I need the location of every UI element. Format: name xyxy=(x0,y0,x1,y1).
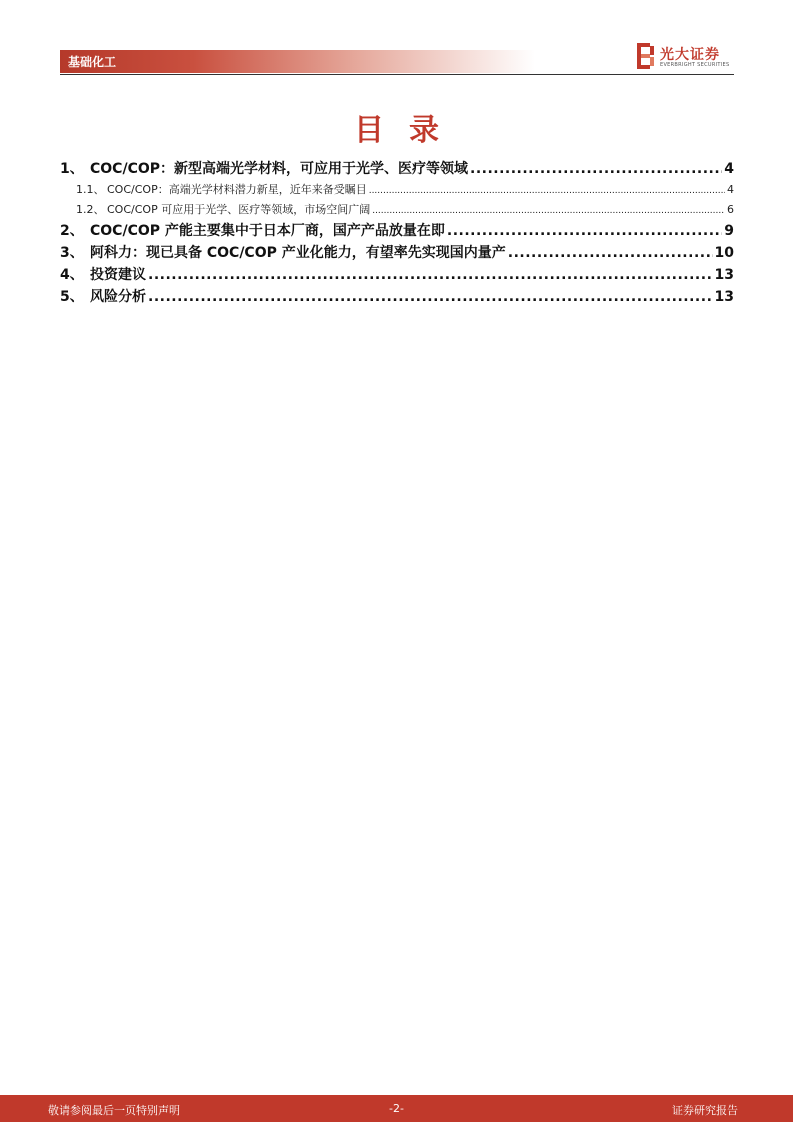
toc-title: 目录 xyxy=(354,113,464,148)
header-divider xyxy=(60,74,734,75)
toc-entry-number: 1、 xyxy=(60,161,84,177)
toc-entry-number: 1.2、 xyxy=(76,203,105,216)
toc-entry-text: COC/COP 产能主要集中于日本厂商，国产产品放量在即 xyxy=(90,223,445,239)
toc-entry-number: 4、 xyxy=(60,267,84,283)
toc-leader-dots xyxy=(148,289,713,305)
footer-page-number: -2- xyxy=(389,1102,404,1115)
page-footer xyxy=(0,1095,793,1122)
toc-entry-number: 3、 xyxy=(60,245,84,261)
toc-leader-dots xyxy=(369,186,725,196)
toc-entry-text: 风险分析 xyxy=(90,289,146,305)
header-section-band xyxy=(60,50,535,73)
toc-entry-page: 6 xyxy=(727,203,734,216)
toc-entry-text: 阿科力：现已具备 COC/COP 产业化能力，有望率先实现国内量产 xyxy=(90,245,506,261)
toc-entry-page: 13 xyxy=(714,267,734,283)
toc-entry-number: 5、 xyxy=(60,289,84,305)
toc-entry-page: 13 xyxy=(714,289,734,305)
brand-logo xyxy=(636,42,736,72)
toc-entry-page: 10 xyxy=(714,245,734,261)
toc-entry-number: 1.1、 xyxy=(76,183,105,196)
toc-entry-3[interactable] xyxy=(60,242,734,262)
toc-leader-dots xyxy=(372,206,725,216)
logo-en-text: EVERBRIGHT SECURITIES xyxy=(660,62,730,68)
toc-entry-1[interactable] xyxy=(60,158,734,178)
footer-disclaimer: 敬请参阅最后一页特别声明 xyxy=(48,1104,180,1117)
toc-entry-page: 4 xyxy=(724,161,734,177)
toc-leader-dots xyxy=(470,161,722,177)
footer-report-type: 证券研究报告 xyxy=(672,1104,738,1117)
toc-entry-page: 4 xyxy=(727,183,734,196)
toc-entry-5[interactable] xyxy=(60,286,734,306)
toc-entry-1-2[interactable] xyxy=(76,201,734,217)
toc-leader-dots xyxy=(447,223,722,239)
toc-entry-page: 9 xyxy=(724,223,734,239)
toc-entry-text: COC/COP：新型高端光学材料，可应用于光学、医疗等领域 xyxy=(90,161,468,177)
toc-leader-dots xyxy=(508,245,713,261)
logo-mark-icon xyxy=(636,42,656,70)
toc-leader-dots xyxy=(148,267,713,283)
toc-entry-text: 投资建议 xyxy=(90,267,146,283)
logo-cn-text: 光大证券 xyxy=(660,47,720,63)
section-label: 基础化工 xyxy=(68,55,117,69)
toc-entry-text: COC/COP：高端光学材料潜力新星，近年来备受瞩目 xyxy=(107,183,367,196)
toc-entry-2[interactable] xyxy=(60,220,734,240)
toc-entry-1-1[interactable] xyxy=(76,181,734,197)
toc-entry-number: 2、 xyxy=(60,223,84,239)
toc-entry-text: COC/COP 可应用于光学、医疗等领域，市场空间广阔 xyxy=(107,203,371,216)
toc-entry-4[interactable] xyxy=(60,264,734,284)
